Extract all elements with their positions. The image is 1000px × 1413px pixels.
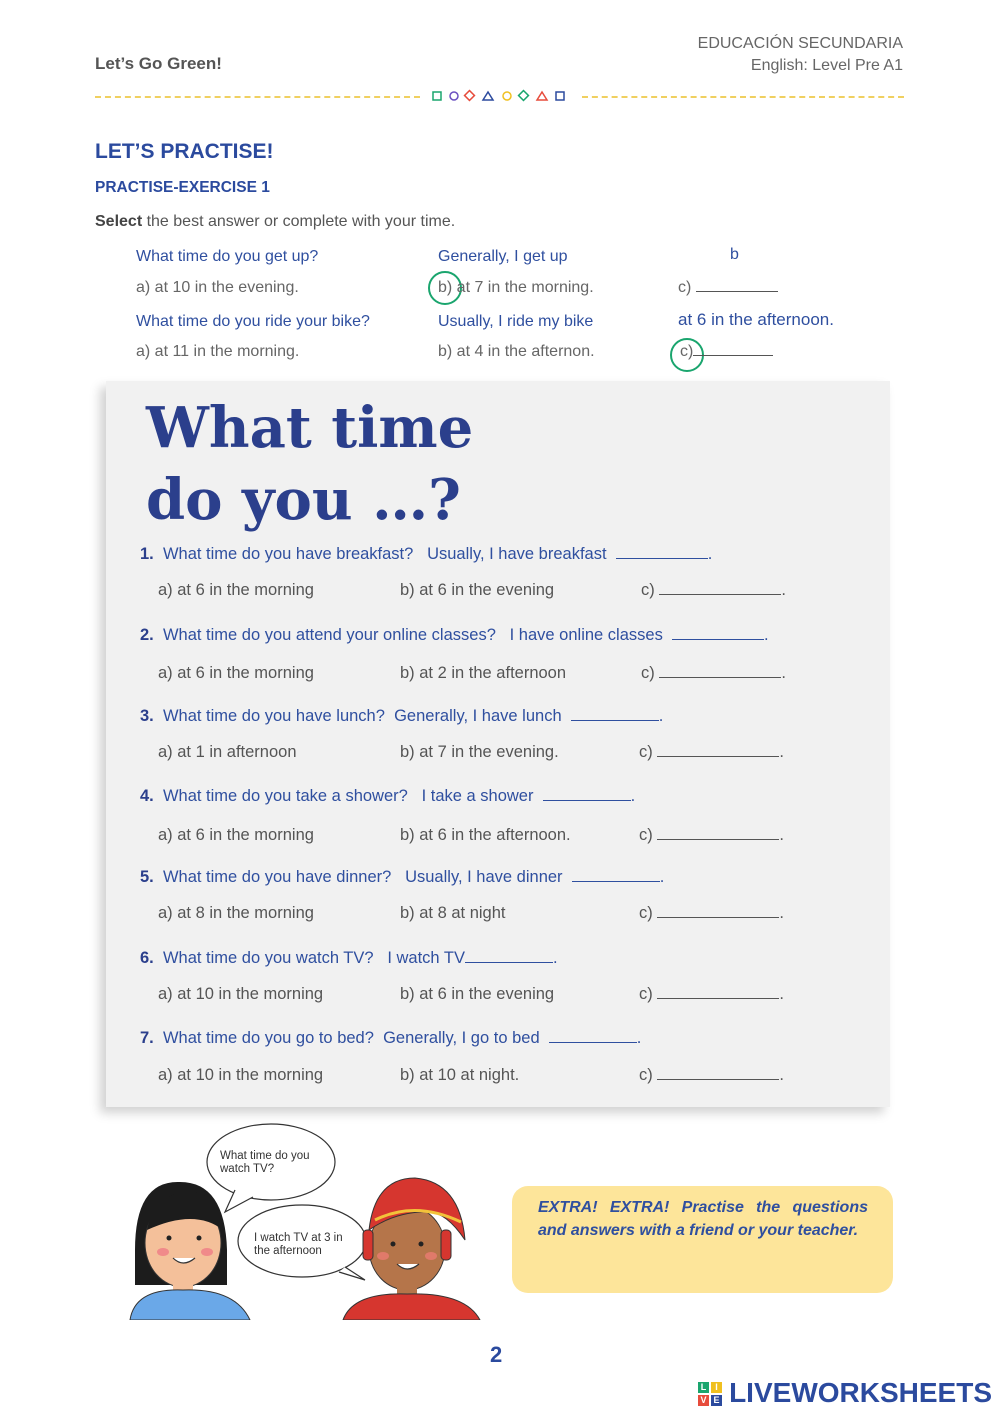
example-2-option-b[interactable]: b) at 4 in the afternon.: [438, 343, 595, 360]
liveworksheets-logo-icon: L I V E: [698, 1382, 722, 1406]
brand-name[interactable]: LIVEWORKSHEETS: [729, 1377, 992, 1408]
example-2-answer[interactable]: at 6 in the afternoon.: [678, 310, 834, 329]
question-3: 3. What time do you have lunch? Generally, I have lunch .: [140, 707, 664, 725]
exercise-title: PRACTISE-EXERCISE 1: [95, 179, 270, 196]
question-6-option-a[interactable]: a) at 10 in the morning: [158, 985, 324, 1003]
question-6-option-c[interactable]: c) .: [639, 985, 784, 1003]
header-right-info: [698, 33, 903, 77]
example-1-option-a[interactable]: a) at 10 in the evening.: [136, 279, 299, 296]
example-1-question: What time do you get up?: [136, 248, 319, 265]
question-3-option-c[interactable]: c) .: [639, 743, 784, 761]
question-7-option-c[interactable]: c) .: [639, 1066, 784, 1084]
header-level-english: English: Level Pre A1: [750, 57, 903, 74]
question-7: 7. What time do you go to bed? Generally, I go to bed .: [140, 1029, 642, 1047]
question-6-option-b[interactable]: b) at 6 in the evening: [400, 985, 555, 1003]
header-level-school: EDUCACIÓN SECUNDARIA: [697, 35, 903, 52]
question-4-option-b[interactable]: b) at 6 in the afternoon.: [400, 826, 571, 844]
answer-blank[interactable]: [571, 720, 659, 721]
decorative-shapes-icon: [432, 89, 568, 103]
panel-title: [146, 392, 473, 536]
question-3-option-a[interactable]: a) at 1 in afternoon: [158, 743, 297, 761]
question-4-option-c[interactable]: c) .: [639, 826, 784, 844]
question-2: 2. What time do you attend your online classes? I have online classes .: [140, 626, 769, 644]
answer-blank[interactable]: [572, 881, 660, 882]
header-left-title: Let’s Go Green!: [95, 54, 222, 73]
example-2-prompt: Usually, I ride my bike: [438, 313, 594, 330]
instruction-bold: Select: [95, 213, 143, 230]
answer-blank[interactable]: [465, 962, 553, 963]
answer-blank[interactable]: [543, 800, 631, 801]
example-1-answer[interactable]: b: [730, 246, 739, 263]
question-4: 4. What time do you take a shower? I take a shower .: [140, 787, 636, 805]
instruction: [95, 213, 455, 231]
question-1-option-c[interactable]: c) .: [641, 581, 786, 599]
section-title: LET’S PRACTISE!: [95, 140, 274, 163]
answer-blank[interactable]: [672, 639, 764, 640]
question-5-option-b[interactable]: b) at 8 at night: [400, 904, 506, 922]
page-number: 2: [490, 1342, 503, 1367]
question-2-option-b[interactable]: b) at 2 in the afternoon: [400, 664, 567, 682]
question-5-option-a[interactable]: a) at 8 in the morning: [158, 904, 314, 922]
bubble-question-text: What time do you watch TV?: [220, 1150, 310, 1175]
answer-blank[interactable]: [549, 1042, 637, 1043]
question-7-option-b[interactable]: b) at 10 at night.: [400, 1066, 520, 1084]
question-1-option-a[interactable]: a) at 6 in the morning: [158, 581, 314, 599]
example-1-option-c[interactable]: c): [678, 279, 778, 297]
question-1: 1. What time do you have breakfast? Usually, I have breakfast .: [140, 545, 713, 563]
question-1-option-b[interactable]: b) at 6 in the evening: [400, 581, 555, 599]
answer-blank[interactable]: [616, 558, 708, 559]
question-2-option-c[interactable]: c) .: [641, 664, 786, 682]
example-2-option-c[interactable]: c): [680, 343, 773, 361]
question-4-option-a[interactable]: a) at 6 in the morning: [158, 826, 314, 844]
question-6: 6. What time do you watch TV? I watch TV .: [140, 949, 558, 967]
question-7-option-a[interactable]: a) at 10 in the morning: [158, 1066, 324, 1084]
question-5-option-c[interactable]: c) .: [639, 904, 784, 922]
extra-note-text: EXTRA! EXTRA! Practise the questions and answers with a friend or your teacher.: [538, 1199, 868, 1239]
question-2-option-a[interactable]: a) at 6 in the morning: [158, 664, 314, 682]
panel-title-line1: What time: [146, 395, 474, 461]
example-1-option-b[interactable]: b) at 7 in the morning.: [438, 279, 594, 296]
question-3-option-b[interactable]: b) at 7 in the evening.: [400, 743, 559, 761]
example-1-prompt: Generally, I get up: [438, 248, 568, 265]
instruction-rest: the best answer or complete with your time.: [142, 213, 456, 230]
question-5: 5. What time do you have dinner? Usually, I have dinner .: [140, 868, 665, 886]
bubble-answer-text: I watch TV at 3 in the afternoon: [254, 1232, 343, 1257]
header-divider-right: [582, 96, 904, 98]
example-2-option-a[interactable]: a) at 11 in the morning.: [136, 343, 300, 360]
panel-title-line2: do you …?: [146, 467, 461, 533]
boy-character-icon: [343, 1178, 480, 1320]
example-2-question: What time do you ride your bike?: [136, 313, 370, 330]
header-divider-left: [95, 96, 420, 98]
